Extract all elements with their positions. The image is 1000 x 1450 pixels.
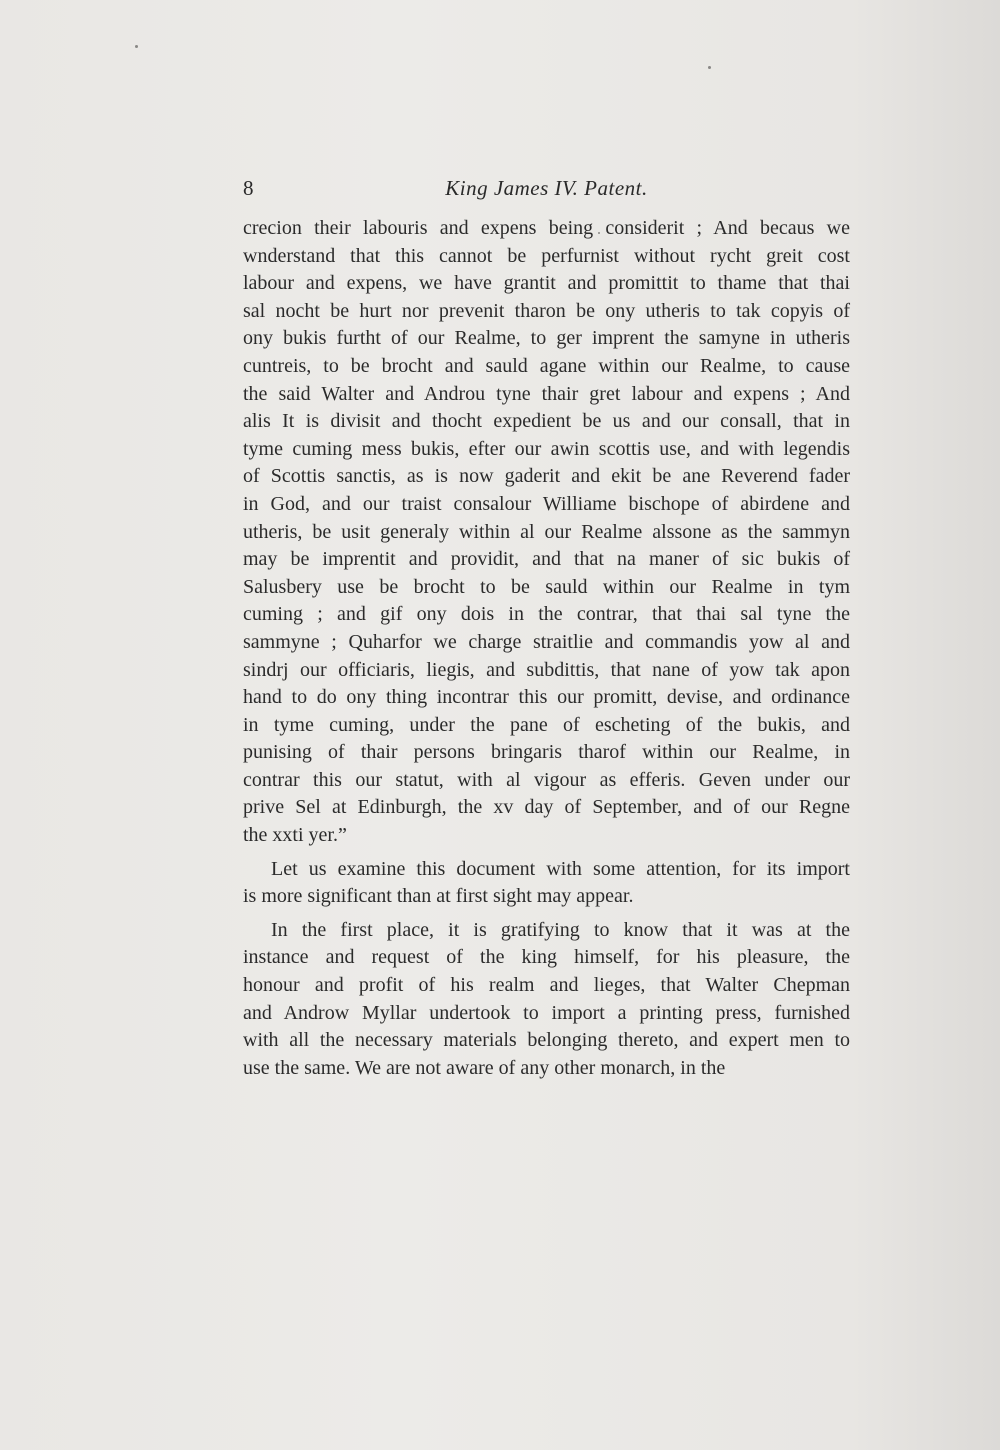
text-line: contrar this our statut, with al vigour as efferis. Geven under our	[243, 768, 850, 791]
text-line: ony bukis furtht of our Realme, to ger imprent the samyne in utheris	[243, 327, 850, 350]
text-line: alis It is divisit and thocht expedient be us and our consall, that in	[243, 410, 850, 433]
text-line: in God, and our traist consalour Williame bischope of abirdene and	[243, 492, 850, 515]
paper-speck	[708, 66, 711, 69]
text-line: punising of thair persons bringaris tharof within our Realme, in	[243, 741, 850, 764]
text-line: honour and profit of his realm and lieges, that Walter Chepman	[243, 974, 850, 997]
text-line: may be imprentit and providit, and that na maner of sic bukis of	[243, 548, 850, 571]
text-line: instance and request of the king himself, for his pleasure, the	[243, 946, 850, 969]
paper-speck	[135, 45, 138, 48]
text-line: crecion their labouris and expens being considerit ; And becaus we	[243, 217, 850, 239]
text-line: hand to do ony thing incontrar this our promitt, devise, and ordinance	[243, 686, 850, 709]
text-line: labour and expens, we have grantit and promittit to thame that thai	[243, 272, 850, 295]
text-line: use the same. We are not aware of any other monarch, in the	[243, 1056, 726, 1079]
text-line: sammyne ; Quharfor we charge straitlie and commandis yow al and	[243, 630, 850, 653]
running-title: King James IV. Patent.	[445, 176, 648, 200]
paragraph	[243, 215, 850, 850]
page-number: 8	[243, 176, 254, 200]
paragraph	[243, 856, 850, 911]
body-text	[243, 215, 850, 1082]
text-line: In the first place, it is gratifying to know that it was at the	[271, 918, 850, 941]
text-line: Salusbery use be brocht to be sauld within our Realme in tym	[243, 575, 850, 598]
text-line: the xxti yer.”	[243, 824, 347, 847]
text-line: with all the necessary materials belonging thereto, and expert men to	[243, 1029, 850, 1052]
text-line: of Scottis sanctis, as is now gaderit and ekit be ane Reverend fader	[243, 465, 850, 488]
text-line: wnderstand that this cannot be perfurnist without rycht greit cost	[243, 244, 850, 267]
text-line: is more significant than at first sight may appear.	[243, 885, 634, 908]
text-line: tyme cuming mess bukis, efter our awin scottis use, and with legendis	[243, 437, 850, 460]
text-line: cuntreis, to be brocht and sauld agane within our Realme, to cause	[243, 354, 850, 377]
text-line: utheris, be usit generaly within al our Realme alssone as the sammyn	[243, 520, 850, 543]
paragraph	[243, 917, 850, 1083]
page-header	[243, 176, 850, 206]
text-line: sal nocht be hurt nor prevenit tharon be ony utheris to tak copyis of	[243, 299, 850, 322]
text-line: and Androw Myllar undertook to import a printing press, furnished	[243, 1001, 850, 1024]
text-line: sindrj our officiaris, liegis, and subdittis, that nane of yow tak apon	[243, 658, 850, 681]
text-line: in tyme cuming, under the pane of escheting of the bukis, and	[243, 713, 850, 736]
text-line: Let us examine this document with some attention, for its import	[271, 857, 850, 880]
text-line: the said Walter and Androu tyne thair gret labour and expens ; And	[243, 382, 850, 405]
text-line: cuming ; and gif ony dois in the contrar, that thai sal tyne the	[243, 603, 850, 626]
text-line: prive Sel at Edinburgh, the xv day of September, and of our Regne	[243, 796, 850, 819]
